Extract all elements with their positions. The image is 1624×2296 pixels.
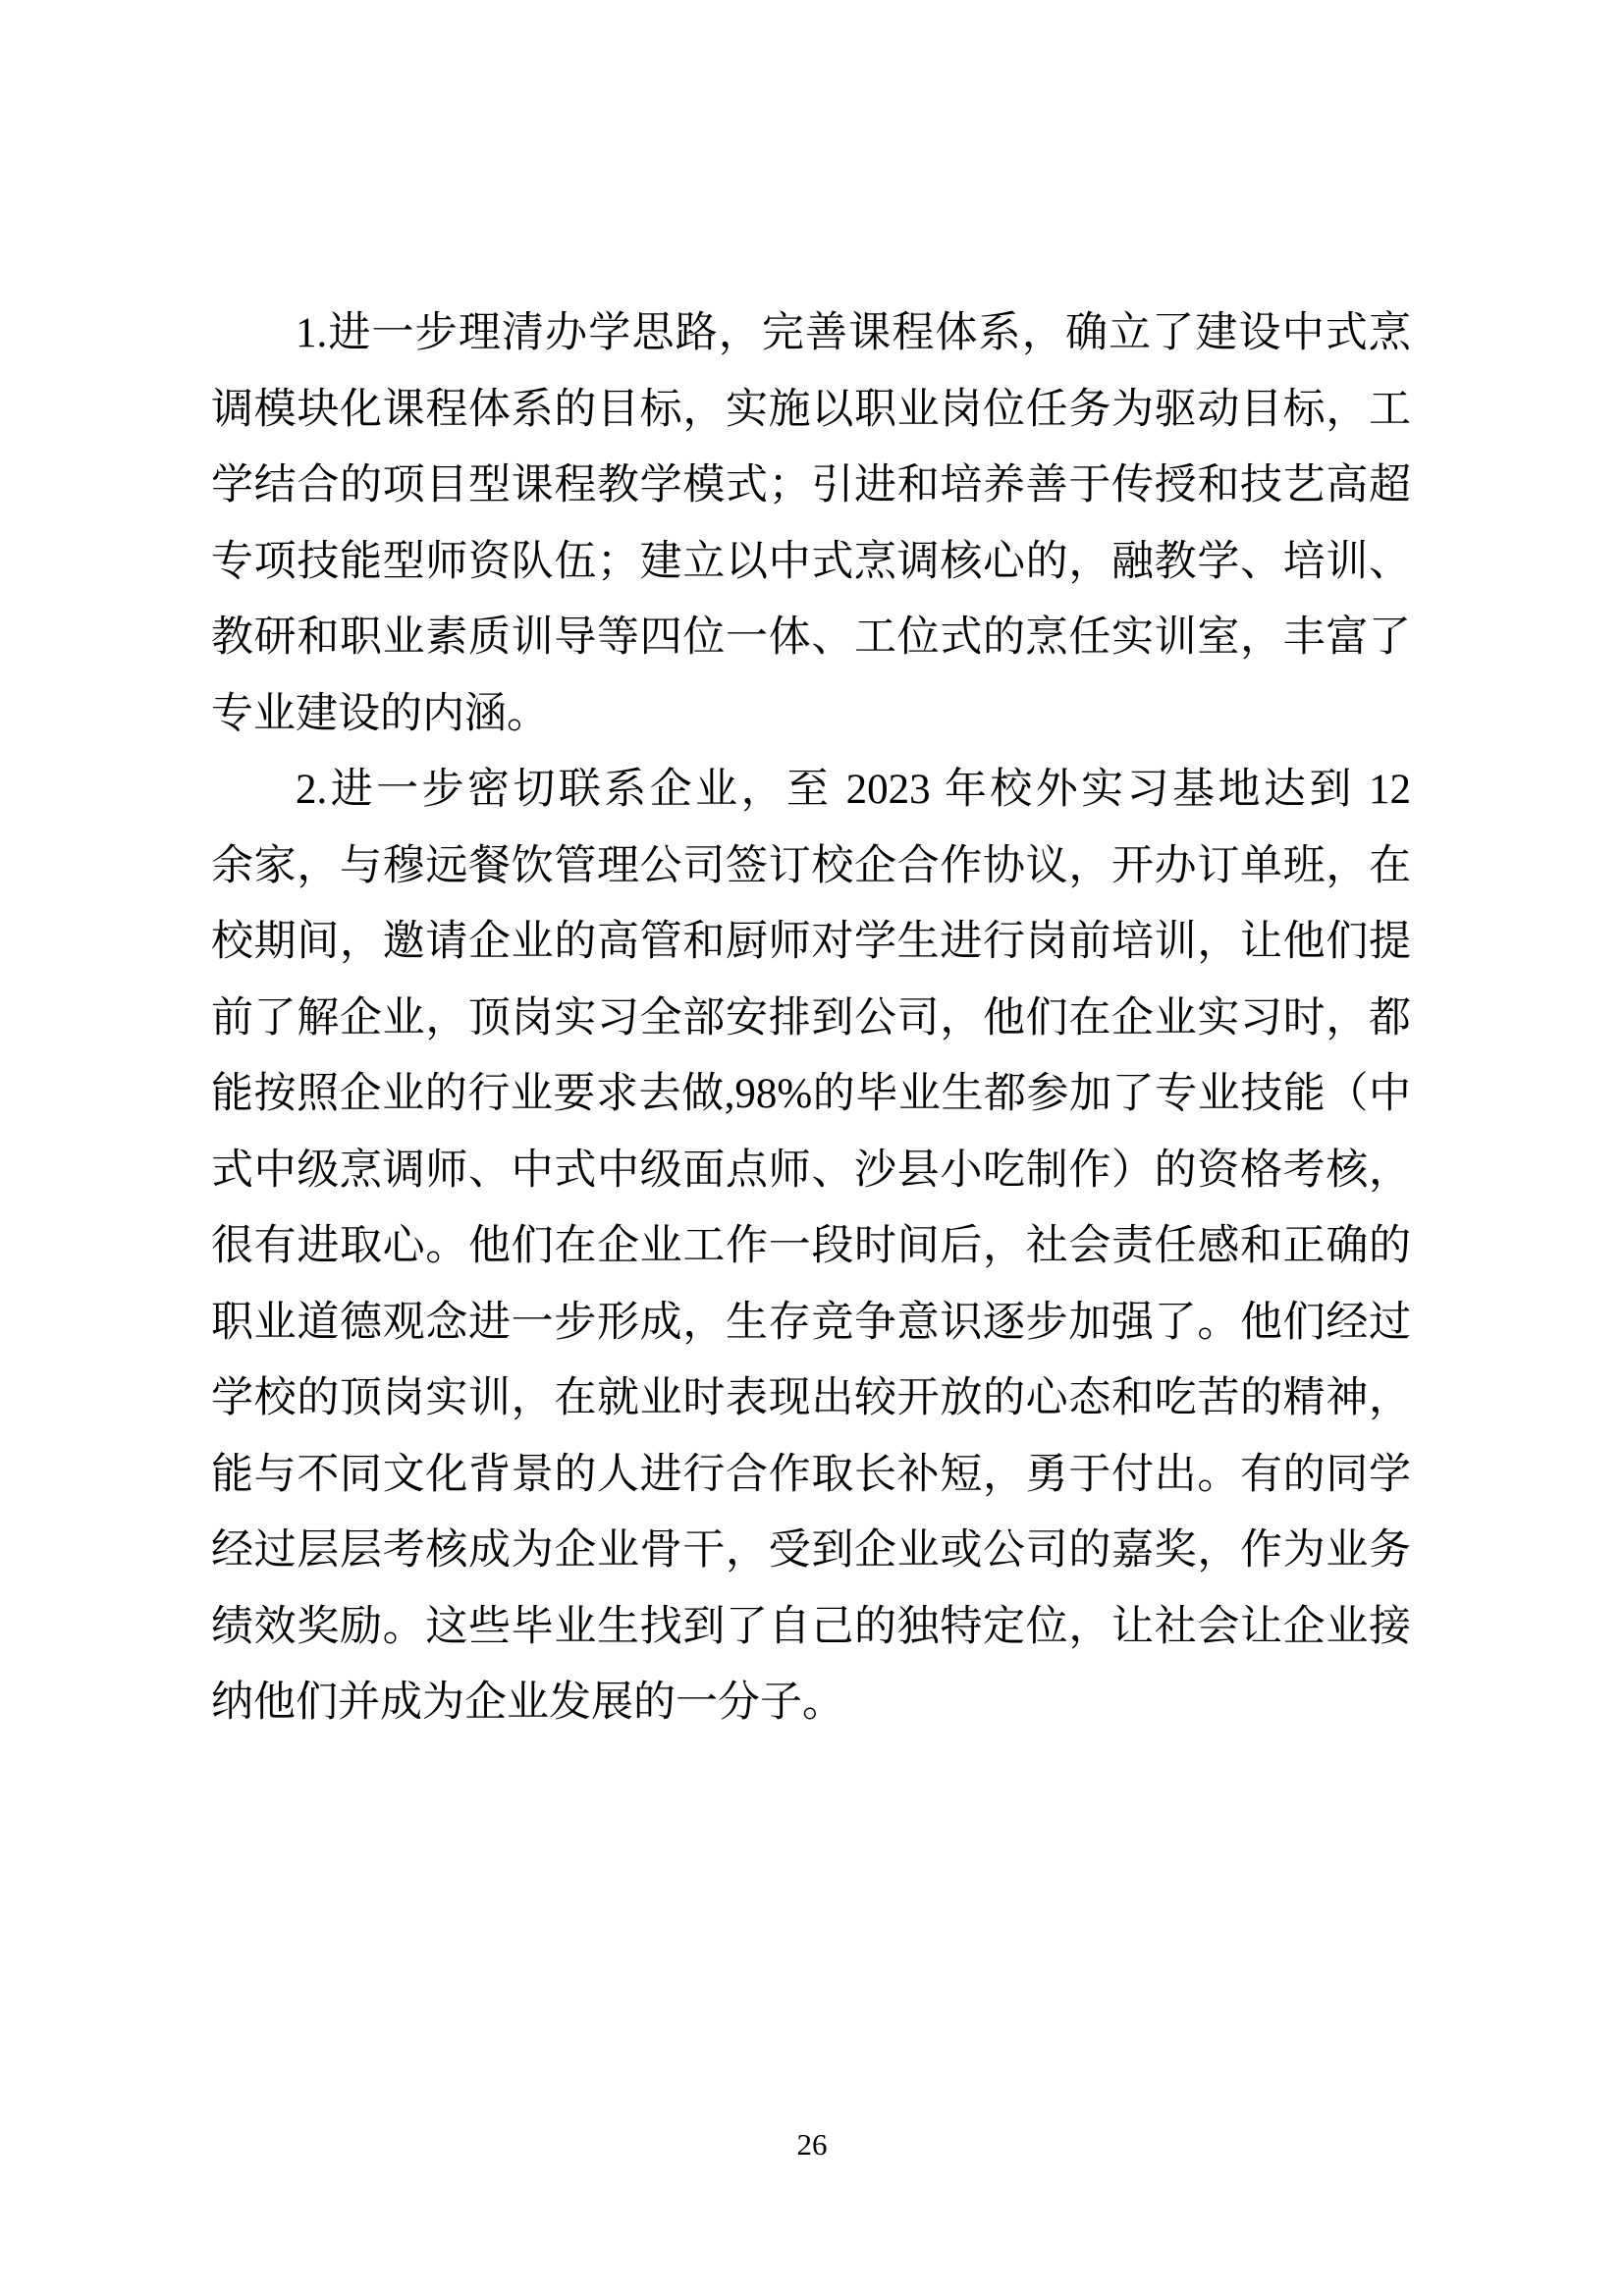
text-line: 调模块化课程体系的目标，实施以职业岗位任务为驱动目标，工 (211, 386, 1411, 433)
text-line: 学结合的项目型课程教学模式；引进和培养善于传授和技艺高超 (211, 462, 1411, 508)
text-line: 专业建设的内涵。 (211, 690, 549, 737)
text-line: 式中级烹调师、中式中级面点师、沙县小吃制作）的资格考核， (211, 1147, 1411, 1194)
text-line: 经过层层考核成为企业骨干，受到企业或公司的嘉奖，作为业务 (211, 1527, 1411, 1574)
text-line: 余家，与穆远餐饮管理公司签订校企合作协议，开办订单班，在 (211, 842, 1411, 889)
document-body (211, 295, 1411, 1741)
text-line: 很有进取心。他们在企业工作一段时间后，社会责任感和正确的 (211, 1223, 1411, 1269)
text-line: 能按照企业的行业要求去做,98%的毕业生都参加了专业技能（中 (211, 1071, 1411, 1117)
text-line: 纳他们并成为企业发展的一分子。 (211, 1680, 844, 1726)
text-line: 前了解企业，顶岗实习全部安排到公司，他们在企业实习时，都 (211, 994, 1411, 1041)
text-line: 1.进一步理清办学思路，完善课程体系，确立了建设中式烹 (296, 310, 1411, 356)
text-line: 能与不同文化背景的人进行合作取长补短，勇于付出。有的同学 (211, 1451, 1411, 1498)
text-line: 学校的顶岗实训，在就业时表现出较开放的心态和吃苦的精神， (211, 1375, 1411, 1421)
text-line: 专项技能型师资队伍；建立以中式烹调核心的，融教学、培训、 (211, 538, 1411, 585)
text-line: 教研和职业素质训导等四位一体、工位式的烹任实训室，丰富了 (211, 614, 1411, 661)
text-line: 校期间，邀请企业的高管和厨师对学生进行岗前培训，让他们提 (211, 919, 1411, 965)
text-line: 绩效奖励。这些毕业生找到了自己的独特定位，让社会让企业接 (211, 1603, 1411, 1650)
paragraph-1 (211, 295, 1411, 752)
text-line: 2.进一步密切联系企业，至 2023 年校外实习基地达到 12 (296, 767, 1411, 813)
text-line: 职业道德观念进一步形成，生存竞争意识逐步加强了。他们经过 (211, 1299, 1411, 1346)
page-number: 26 (796, 2127, 828, 2162)
paragraph-2 (211, 752, 1411, 1741)
